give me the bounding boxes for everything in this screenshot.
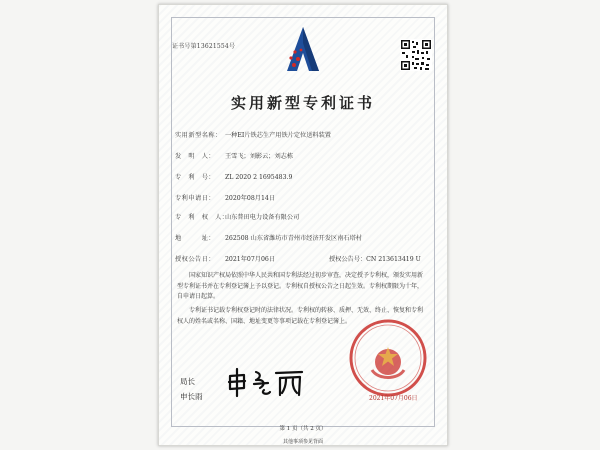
field-address [175, 233, 362, 242]
field-application-date [175, 193, 275, 202]
field-value: 王雪飞；刘影云；刘志栋 [225, 153, 294, 160]
cnipa-logo-icon [279, 23, 327, 75]
field-label: 实用新型名称： [175, 132, 222, 139]
director-name: 申长雨 [180, 392, 203, 401]
director-title: 局长 [180, 377, 195, 386]
field-value: 山东普田电力设备有限公司 [225, 214, 300, 221]
field-label: 专 利 号： [175, 174, 216, 181]
field-label: 授权公告号： [329, 256, 367, 263]
field-patentee [175, 212, 299, 221]
field-utility-name [175, 130, 331, 139]
field-label: 发 明 人： [175, 153, 216, 160]
handwritten-signature [224, 366, 306, 398]
field-patent-number [175, 172, 292, 181]
seal-date: 2021年07月06日 [369, 395, 418, 402]
field-value: 2021年07月06日 [225, 256, 276, 263]
certificate-title: 实用新型专利证书 [230, 94, 375, 112]
official-seal-icon [348, 318, 428, 398]
field-value: 一种EI片铁芯生产用铁片定位送料装置 [225, 132, 331, 139]
field-grant-date [175, 254, 421, 263]
page-number: 第 1 页（共 2 页） [279, 426, 327, 432]
statement-paragraph: 国家知识产权局依照中华人民共和国专利法经过初步审查，决定授予专利权，颁发实用新型专利证书并在专利登记簿上予以登记。专利权自授权公告之日起生效。专利权期限为十年，自申请日起算。 [177, 272, 424, 300]
statement-paragraph: 专利证书记载专利权登记时的法律状况。专利权的转移、质押、无效、终止、恢复和专利权人的姓名或名称、国籍、地址变更等事项记载在专利登记簿上。 [177, 307, 424, 325]
field-value: CN 213613419 U [366, 256, 421, 263]
qr-code-icon [400, 39, 432, 71]
certificate-number: 证书号第13621554号 [172, 43, 236, 50]
field-label: 地 址： [175, 235, 216, 242]
field-label: 专 利 权 人： [175, 214, 229, 221]
field-value: 262508 山东省潍坊市青州市经济开发区南石塔村 [225, 235, 362, 242]
field-label: 专利申请日： [175, 195, 216, 202]
field-inventors [175, 151, 293, 160]
field-value: 2020年08月14日 [225, 195, 276, 202]
field-value: ZL 2020 2 1695483.9 [225, 174, 293, 181]
field-label: 授权公告日： [175, 256, 216, 263]
footer-note: 其他事项参见背面 [282, 439, 323, 445]
